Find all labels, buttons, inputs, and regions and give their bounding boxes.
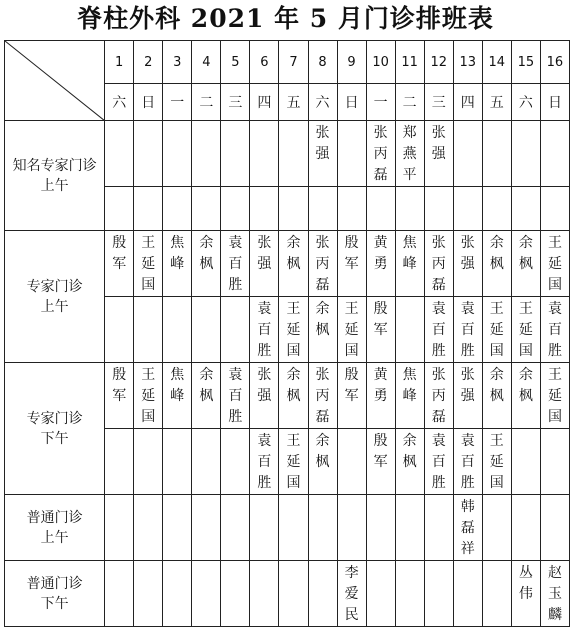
doctor-cell [105, 187, 134, 231]
doctor-name: 焦峰 [402, 235, 417, 272]
doctor-name: 袁百胜 [228, 235, 243, 293]
day-number-cell: 2 [134, 41, 163, 84]
doctor-name: 焦峰 [402, 367, 417, 404]
doctor-name: 余枫 [402, 433, 417, 470]
doctor-cell [279, 363, 308, 429]
session-time-label: 下午 [40, 595, 69, 612]
doctor-name: 李爱民 [344, 565, 359, 623]
day-number-cell: 12 [424, 41, 453, 84]
doctor-cell [308, 121, 337, 187]
doctor-cell [395, 561, 424, 627]
doctor-cell [250, 363, 279, 429]
doctor-cell [134, 187, 163, 231]
doctor-cell [192, 495, 221, 561]
doctor-name: 张丙磊 [315, 235, 330, 293]
doctor-cell [540, 297, 569, 363]
doctor-cell [105, 561, 134, 627]
doctor-cell [250, 429, 279, 495]
doctor-cell [366, 429, 395, 495]
doctor-name: 余枫 [518, 367, 533, 404]
doctor-name: 余枫 [199, 367, 214, 404]
weekday-cell: 六 [105, 84, 134, 121]
doctor-cell [482, 297, 511, 363]
doctor-name: 袁百胜 [460, 301, 475, 359]
doctor-cell [511, 231, 540, 297]
doctor-cell [105, 495, 134, 561]
doctor-name: 焦峰 [170, 367, 185, 404]
weekday-cell: 一 [163, 84, 192, 121]
doctor-cell [511, 121, 540, 187]
doctor-cell [279, 561, 308, 627]
day-number-cell: 7 [279, 41, 308, 84]
doctor-cell [511, 561, 540, 627]
doctor-cell [279, 495, 308, 561]
doctor-cell [395, 297, 424, 363]
doctor-name: 张丙磊 [373, 125, 388, 183]
doctor-cell [250, 297, 279, 363]
doctor-cell [221, 429, 250, 495]
doctor-cell [337, 297, 366, 363]
weekday-cell: 日 [337, 84, 366, 121]
doctor-name: 张强 [257, 367, 272, 404]
doctor-cell [105, 231, 134, 297]
doctor-cell [453, 363, 482, 429]
doctor-name: 余枫 [286, 235, 301, 272]
doctor-name: 余枫 [489, 367, 504, 404]
doctor-cell [192, 429, 221, 495]
doctor-name: 袁百胜 [257, 301, 272, 359]
doctor-cell [134, 231, 163, 297]
doctor-cell [134, 495, 163, 561]
day-number-cell: 13 [453, 41, 482, 84]
session-time-label: 下午 [40, 430, 69, 447]
doctor-name: 殷军 [373, 301, 388, 338]
doctor-cell [134, 363, 163, 429]
day-number-cell: 4 [192, 41, 221, 84]
doctor-cell [192, 561, 221, 627]
doctor-cell [163, 561, 192, 627]
day-number-cell: 5 [221, 41, 250, 84]
day-number-cell: 16 [540, 41, 569, 84]
doctor-cell [105, 429, 134, 495]
doctor-name: 殷军 [373, 433, 388, 470]
doctor-cell [366, 187, 395, 231]
doctor-cell [424, 495, 453, 561]
doctor-cell [279, 297, 308, 363]
doctor-cell [366, 297, 395, 363]
doctor-cell [453, 187, 482, 231]
day-number-cell: 1 [105, 41, 134, 84]
doctor-cell [366, 495, 395, 561]
schedule-row [5, 231, 570, 297]
day-number-cell: 3 [163, 41, 192, 84]
doctor-cell [395, 429, 424, 495]
doctor-cell [163, 187, 192, 231]
doctor-cell [308, 363, 337, 429]
doctor-name: 张强 [431, 125, 446, 162]
doctor-cell [337, 121, 366, 187]
day-number-cell: 15 [511, 41, 540, 84]
doctor-name: 殷军 [112, 235, 127, 272]
weekday-cell: 二 [395, 84, 424, 121]
doctor-cell [192, 297, 221, 363]
doctor-cell [134, 561, 163, 627]
session-label-cell [5, 495, 105, 561]
doctor-cell [337, 561, 366, 627]
doctor-cell [337, 429, 366, 495]
doctor-cell [482, 187, 511, 231]
doctor-cell [511, 429, 540, 495]
doctor-cell [192, 363, 221, 429]
doctor-cell [279, 231, 308, 297]
doctor-cell [221, 297, 250, 363]
doctor-cell [540, 121, 569, 187]
doctor-cell [337, 231, 366, 297]
doctor-cell [540, 363, 569, 429]
doctor-cell [424, 231, 453, 297]
doctor-name: 余枫 [489, 235, 504, 272]
doctor-name: 张丙磊 [315, 367, 330, 425]
schedule-table [4, 40, 570, 627]
weekday-cell: 六 [511, 84, 540, 121]
diagonal-line [5, 41, 105, 121]
doctor-cell [424, 429, 453, 495]
doctor-name: 丛伟 [518, 565, 533, 602]
session-time-label: 上午 [40, 177, 69, 194]
doctor-cell [366, 121, 395, 187]
doctor-cell [482, 495, 511, 561]
clinic-type-label: 普通门诊 [26, 509, 83, 526]
doctor-cell [453, 297, 482, 363]
weekday-cell: 四 [453, 84, 482, 121]
doctor-cell [395, 121, 424, 187]
doctor-cell [134, 121, 163, 187]
doctor-name: 袁百胜 [431, 301, 446, 359]
doctor-cell [221, 561, 250, 627]
doctor-cell [308, 187, 337, 231]
session-label-cell [5, 561, 105, 627]
doctor-cell [308, 495, 337, 561]
doctor-cell [366, 363, 395, 429]
doctor-cell [366, 231, 395, 297]
doctor-name: 张强 [460, 367, 475, 404]
doctor-cell [424, 297, 453, 363]
day-number-cell: 9 [337, 41, 366, 84]
day-number-cell: 6 [250, 41, 279, 84]
doctor-name: 袁百胜 [228, 367, 243, 425]
doctor-name: 袁百胜 [460, 433, 475, 491]
doctor-cell [511, 363, 540, 429]
doctor-cell [482, 429, 511, 495]
doctor-name: 殷军 [344, 367, 359, 404]
doctor-cell [395, 231, 424, 297]
schedule-row [5, 121, 570, 187]
doctor-name: 黄勇 [373, 235, 388, 272]
doctor-name: 袁百胜 [547, 301, 562, 359]
doctor-cell [424, 121, 453, 187]
doctor-name: 王延国 [489, 433, 504, 491]
doctor-cell [221, 231, 250, 297]
doctor-cell [221, 121, 250, 187]
doctor-cell [482, 561, 511, 627]
weekday-cell: 日 [134, 84, 163, 121]
doctor-cell [163, 297, 192, 363]
doctor-name: 张强 [460, 235, 475, 272]
doctor-cell [453, 561, 482, 627]
day-number-cell: 10 [366, 41, 395, 84]
doctor-name: 殷军 [344, 235, 359, 272]
doctor-name: 张强 [315, 125, 330, 162]
weekday-cell: 日 [540, 84, 569, 121]
doctor-cell [308, 297, 337, 363]
doctor-cell [279, 187, 308, 231]
doctor-cell [221, 363, 250, 429]
doctor-name: 余枫 [315, 301, 330, 338]
doctor-name: 王延国 [286, 433, 301, 491]
session-time-label: 上午 [40, 298, 69, 315]
doctor-cell [134, 297, 163, 363]
doctor-name: 王延国 [286, 301, 301, 359]
doctor-cell [540, 231, 569, 297]
doctor-cell [366, 561, 395, 627]
doctor-cell [163, 121, 192, 187]
doctor-name: 王延国 [141, 235, 156, 293]
doctor-cell [163, 429, 192, 495]
doctor-name: 王延国 [547, 235, 562, 293]
weekday-cell: 五 [279, 84, 308, 121]
doctor-cell [163, 231, 192, 297]
doctor-cell [250, 495, 279, 561]
doctor-name: 殷军 [112, 367, 127, 404]
doctor-cell [453, 231, 482, 297]
doctor-cell [511, 187, 540, 231]
doctor-name: 余枫 [286, 367, 301, 404]
doctor-name: 余枫 [199, 235, 214, 272]
page-title: 脊柱外科 2021 年 5 月门诊排班表 [77, 4, 494, 33]
doctor-cell [192, 187, 221, 231]
doctor-name: 赵玉麟 [547, 565, 562, 623]
doctor-cell [279, 429, 308, 495]
doctor-cell [453, 495, 482, 561]
clinic-type-label: 普通门诊 [26, 575, 83, 592]
doctor-name: 张强 [257, 235, 272, 272]
doctor-cell [308, 429, 337, 495]
clinic-type-label: 专家门诊 [26, 410, 83, 427]
doctor-cell [424, 187, 453, 231]
schedule-row [5, 363, 570, 429]
day-number-cell: 8 [308, 41, 337, 84]
doctor-cell [482, 121, 511, 187]
clinic-type-label: 知名专家门诊 [12, 157, 97, 174]
doctor-name: 郑燕平 [402, 125, 417, 183]
weekday-cell: 四 [250, 84, 279, 121]
doctor-cell [424, 363, 453, 429]
doctor-name: 张丙磊 [431, 235, 446, 293]
weekday-cell: 一 [366, 84, 395, 121]
header-corner-cell [5, 41, 105, 121]
doctor-cell [540, 495, 569, 561]
doctor-cell [192, 231, 221, 297]
doctor-cell [482, 231, 511, 297]
doctor-cell [163, 363, 192, 429]
day-number-cell: 14 [482, 41, 511, 84]
day-number-cell: 11 [395, 41, 424, 84]
doctor-name: 韩磊祥 [460, 499, 475, 557]
doctor-name: 焦峰 [170, 235, 185, 272]
doctor-cell [395, 363, 424, 429]
doctor-cell [192, 121, 221, 187]
doctor-cell [250, 187, 279, 231]
doctor-cell [250, 231, 279, 297]
doctor-cell [279, 121, 308, 187]
doctor-cell [250, 121, 279, 187]
doctor-cell [163, 495, 192, 561]
doctor-cell [395, 187, 424, 231]
doctor-cell [105, 297, 134, 363]
doctor-name: 黄勇 [373, 367, 388, 404]
doctor-name: 王延国 [518, 301, 533, 359]
doctor-cell [105, 121, 134, 187]
doctor-name: 张丙磊 [431, 367, 446, 425]
doctor-cell [395, 495, 424, 561]
doctor-name: 王延国 [489, 301, 504, 359]
doctor-cell [511, 297, 540, 363]
doctor-cell [308, 561, 337, 627]
schedule-row [5, 561, 570, 627]
doctor-name: 王延国 [547, 367, 562, 425]
doctor-cell [337, 495, 366, 561]
weekday-cell: 二 [192, 84, 221, 121]
doctor-cell [308, 231, 337, 297]
doctor-cell [482, 363, 511, 429]
weekday-cell: 三 [221, 84, 250, 121]
doctor-cell [105, 363, 134, 429]
doctor-name: 袁百胜 [431, 433, 446, 491]
weekday-cell: 六 [308, 84, 337, 121]
doctor-cell [453, 429, 482, 495]
doctor-cell [453, 121, 482, 187]
doctor-cell [337, 187, 366, 231]
doctor-cell [134, 429, 163, 495]
doctor-cell [221, 495, 250, 561]
doctor-cell [337, 363, 366, 429]
weekday-cell: 三 [424, 84, 453, 121]
doctor-cell [221, 187, 250, 231]
doctor-cell [250, 561, 279, 627]
session-label-cell [5, 363, 105, 495]
weekday-cell: 五 [482, 84, 511, 121]
doctor-cell [511, 495, 540, 561]
doctor-cell [540, 187, 569, 231]
doctor-name: 余枫 [518, 235, 533, 272]
doctor-name: 余枫 [315, 433, 330, 470]
doctor-name: 袁百胜 [257, 433, 272, 491]
session-label-cell [5, 231, 105, 363]
doctor-name: 王延国 [141, 367, 156, 425]
schedule-row [5, 495, 570, 561]
session-time-label: 上午 [40, 529, 69, 546]
session-label-cell [5, 121, 105, 231]
doctor-cell [540, 429, 569, 495]
clinic-type-label: 专家门诊 [26, 278, 83, 295]
doctor-cell [540, 561, 569, 627]
doctor-cell [424, 561, 453, 627]
doctor-name: 王延国 [344, 301, 359, 359]
